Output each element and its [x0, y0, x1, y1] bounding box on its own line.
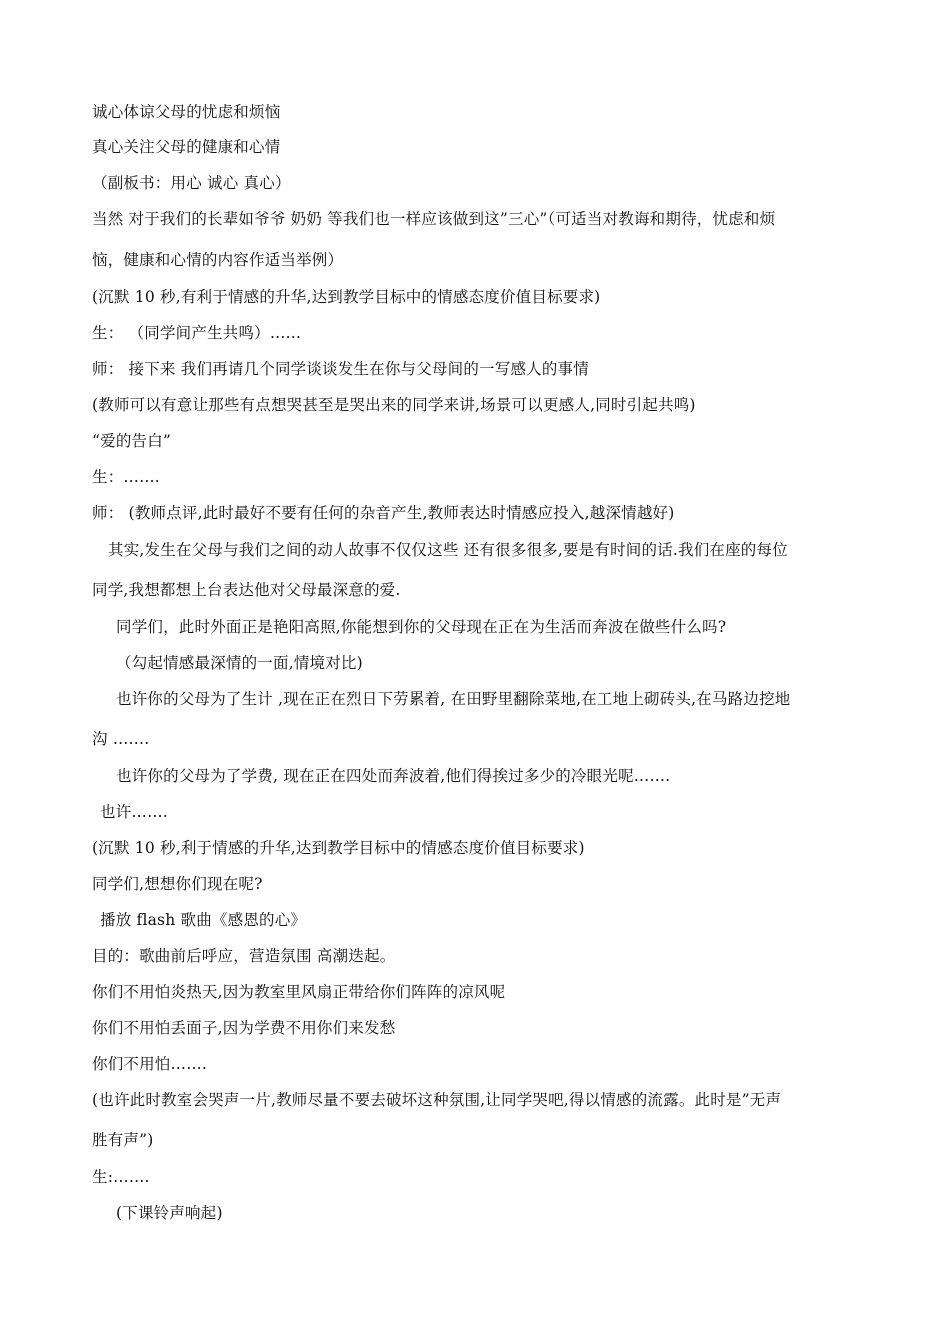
text-line-22: 同学们,想想你们现在呢? [92, 875, 263, 893]
text-line-21: (沉默 10 秒,利于情感的升华,达到教学目标中的情感态度价值目标要求) [92, 839, 585, 857]
text-line-8: 师： 接下来 我们再请几个同学谈谈发生在你与父母间的一写感人的事情 [92, 360, 589, 378]
text-line-18: 沟 ……. [92, 730, 150, 748]
text-line-31: (下课铃声响起) [116, 1204, 223, 1222]
text-line-16: （勾起情感最深情的一面,情境对比) [116, 654, 363, 672]
text-line-17: 也许你的父母为了生计 ,现在正在烈日下劳累着, 在田野里翻除菜地,在工地上砌砖头,在马路边挖地 [116, 690, 791, 708]
text-line-4: 当然 对于我们的长辈如爷爷 奶奶 等我们也一样应该做到这”三心”（可适当对教诲和期待，忧虑和烦 [92, 210, 776, 228]
text-line-24: 目的：歌曲前后呼应，营造氛围 高潮迭起。 [92, 947, 396, 965]
text-line-14: 同学,我想都想上台表达他对父母最深意的爱. [92, 581, 401, 599]
text-line-13: 其实,发生在父母与我们之间的动人故事不仅仅这些 还有很多很多,要是有时间的话.我们在座的每位 [108, 541, 788, 559]
text-line-15: 同学们，此时外面正是艳阳高照,你能想到你的父母现在正在为生活而奔波在做些什么吗? [116, 618, 727, 636]
text-line-28: (也许此时教室会哭声一片,教师尽量不要去破坏这种氛围,让同学哭吧,得以情感的流露。此时是”无声 [92, 1091, 782, 1109]
text-line-5: 恼，健康和心情的内容作适当举例） [92, 251, 344, 269]
text-line-29: 胜有声”) [92, 1131, 154, 1149]
text-line-6: (沉默 10 秒,有利于情感的升华,达到教学目标中的情感态度价值目标要求) [92, 288, 601, 306]
text-line-7: 生： （同学间产生共鸣）…… [92, 324, 302, 342]
text-line-2: 真心关注父母的健康和心情 [92, 138, 281, 156]
text-line-27: 你们不用怕……. [92, 1055, 208, 1073]
text-line-3: （副板书：用心 诚心 真心） [92, 174, 291, 192]
text-line-23: 播放 flash 歌曲《感恩的心》 [100, 911, 307, 929]
text-line-1: 诚心体谅父母的忧虑和烦恼 [92, 103, 281, 121]
text-line-11: 生：……. [92, 468, 160, 486]
text-line-12: 师： (教师点评,此时最好不要有任何的杂音产生,教师表达时情感应投入,越深情越好) [92, 504, 675, 522]
text-line-26: 你们不用怕丢面子,因为学费不用你们来发愁 [92, 1019, 396, 1037]
text-line-19: 也许你的父母为了学费, 现在正在四处而奔波着,他们得挨过多少的冷眼光呢……. [116, 767, 671, 785]
text-line-20: 也许……. [100, 803, 168, 821]
text-line-10: “爱的告白” [92, 432, 172, 450]
text-line-25: 你们不用怕炎热天,因为教室里风扇正带给你们阵阵的凉风呢 [92, 983, 506, 1001]
text-line-9: (教师可以有意让那些有点想哭甚至是哭出来的同学来讲,场景可以更感人,同时引起共鸣) [92, 396, 696, 414]
text-line-30: 生:……. [92, 1168, 150, 1186]
